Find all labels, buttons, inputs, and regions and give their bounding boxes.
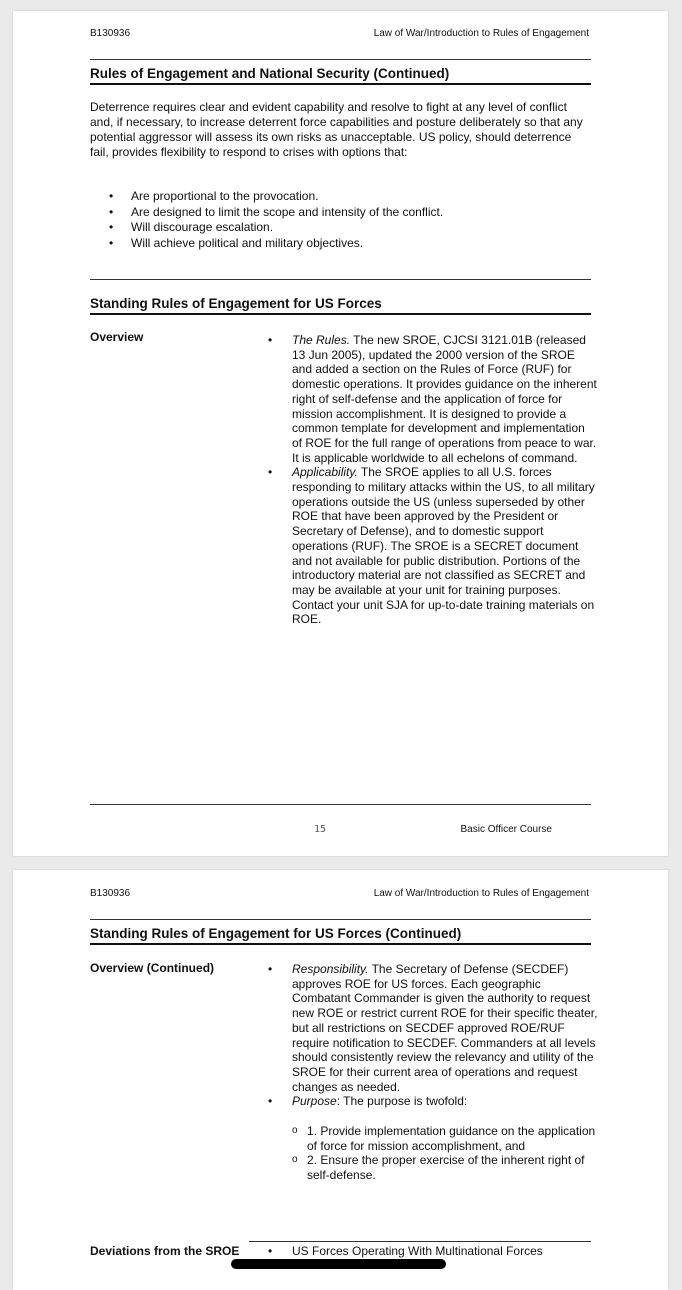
divider: [249, 1241, 591, 1242]
divider: [90, 804, 591, 805]
divider: [90, 313, 591, 315]
list-item: • Will discourage escalation.: [109, 220, 443, 236]
section-title: Standing Rules of Engagement for US Forces: [90, 296, 382, 311]
header-doc-id: B130936: [90, 28, 131, 39]
divider: [90, 943, 591, 945]
sub-list-item: o 1. Provide implementation guidance on the application of force for mission accomplishment, and: [292, 1124, 598, 1153]
item-text: The Secretary of Defense (SECDEF) approves ROE for US forces. Each geographic Combatant Commander is given the authority to request new ROE or restrict current ROE for their specific theater, but all restrictions on SECDEF approved ROE/RUF require notification to SECDEF. Commanders at all levels should consistently review the relevancy and utility of the SROE for their current area of operations and request changes as needed.: [292, 962, 598, 1094]
section-title: Standing Rules of Engagement for US Forces (Continued): [90, 926, 462, 941]
list-item: [268, 465, 598, 627]
deviations-list: [268, 1244, 598, 1259]
sub-list-item: o 2. Ensure the proper exercise of the inherent right of self-defense.: [292, 1153, 598, 1182]
divider: [90, 59, 591, 60]
item-lead: Responsibility.: [292, 962, 369, 976]
item-lead: Purpose: [292, 1094, 337, 1109]
section-title: Rules of Engagement and National Security (Continued): [90, 66, 450, 81]
list-item: [268, 1094, 598, 1183]
list-item: • Are proportional to the provocation.: [109, 189, 443, 205]
body-paragraph: Deterrence requires clear and evident capability and resolve to fight at any level of conflict and, if necessary, to increase deterrent force capabilities and posture deliberately so that any potential aggressor will assess its own risks as unacceptable. US policy, should deterrence fail, provides flexibility to respond to crises with options that:: [90, 100, 583, 159]
document-page-2: [13, 870, 668, 1290]
footer-course: Basic Officer Course: [460, 824, 552, 835]
header-doc-id: B130936: [90, 888, 131, 899]
item-lead: The Rules.: [292, 333, 351, 347]
list-item: • Are designed to limit the scope and intensity of the conflict.: [109, 205, 443, 221]
overview-list: [268, 333, 598, 627]
header-title: Law of War/Introduction to Rules of Engagement: [373, 28, 589, 39]
item-text: The SROE applies to all U.S. forces responding to military attacks within the US, to all military operations outside the US (unless superseded by other ROE that have been approved by the President or Secretary of Defense), and to domestic support operations (RUF). The SROE is a SECRET document and not available for public distribution. Portions of the introductory material are not classified as SECRET and may be available at your unit for training purposes. Contact your unit SJA for up-to-date training materials on ROE.: [292, 465, 595, 627]
list-item: [268, 333, 598, 465]
page-number: 15: [314, 824, 327, 835]
item-text: The new SROE, CJCSI 3121.01B (released 13 Jun 2005), updated the 2000 version of the SROE and added a section on the Rules of Force (RUF) for domestic operations. It provides guidance on the inherent right of self-defense and the application of force for mission accomplishment. It is designed to provide a common template for development and implementation of ROE for the full range of operations from peace to war. It is applicable worldwide to all echelons of command.: [292, 333, 597, 465]
header-title: Law of War/Introduction to Rules of Engagement: [373, 888, 589, 899]
list-item: • US Forces Operating With Multinational Forces: [268, 1244, 598, 1259]
item-lead: Applicability.: [292, 465, 358, 480]
divider: [90, 919, 591, 920]
side-label: Overview: [90, 330, 144, 344]
divider: [90, 83, 591, 85]
side-label: Deviations from the SROE: [90, 1244, 240, 1258]
bullet-list: [109, 189, 443, 251]
redaction-bar: [231, 1259, 446, 1269]
overview-list: [268, 962, 598, 1183]
side-label: Overview (Continued): [90, 961, 215, 975]
divider: [90, 279, 591, 280]
document-page-1: [13, 11, 668, 856]
item-text: : The purpose is twofold:: [336, 1094, 468, 1109]
list-item: [268, 962, 598, 1094]
purpose-sublist: [292, 1124, 598, 1183]
list-item: • Will achieve political and military objectives.: [109, 236, 443, 252]
